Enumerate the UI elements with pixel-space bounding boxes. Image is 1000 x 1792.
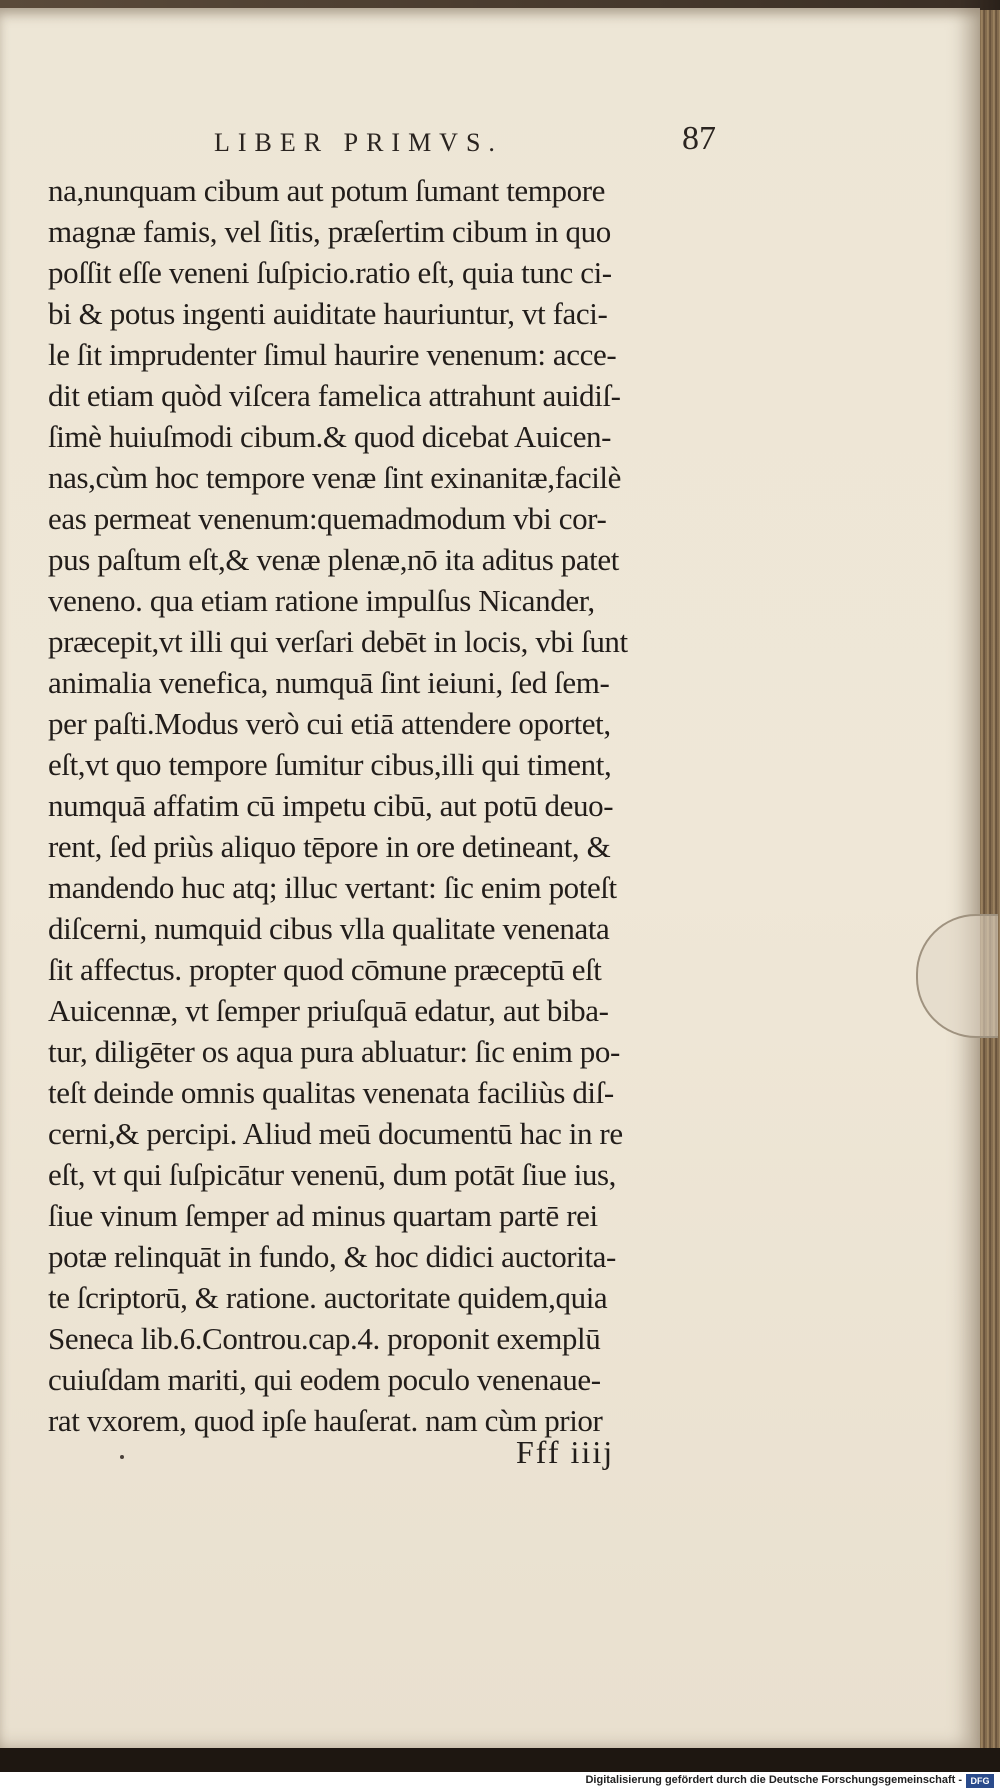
text-line: teſt deinde omnis qualitas venenata faciliùs diſ- bbox=[48, 1075, 614, 1110]
text-line: ſiue vinum ſemper ad minus quartam partē rei bbox=[48, 1198, 598, 1233]
text-line: magnæ famis, vel ſitis, præſertim cibum in quo bbox=[48, 214, 611, 249]
dfg-logo-icon: DFG bbox=[966, 1774, 994, 1788]
page-curl bbox=[916, 914, 998, 1038]
text-line: cerni,& percipi. Aliud meū documentū hac in re bbox=[48, 1116, 623, 1151]
page-number: 87 bbox=[682, 120, 716, 157]
text-line: numquā affatim cū impetu cibū, aut potū deuo- bbox=[48, 788, 614, 823]
text-line: rat vxorem, quod ipſe hauſerat. nam cùm prior bbox=[48, 1403, 603, 1438]
text-line: tur, diligēter os aqua pura abluatur: ſic enim po- bbox=[48, 1034, 620, 1069]
text-line: veneno. qua etiam ratione impulſus Nicander, bbox=[48, 583, 595, 618]
text-line: diſcerni, numquid cibus vlla qualitate venenata bbox=[48, 911, 610, 946]
text-line: dit etiam quòd viſcera famelica attrahunt auidiſ- bbox=[48, 378, 621, 413]
book-page bbox=[0, 8, 980, 1748]
text-line: ſimè huiuſmodi cibum.& quod dicebat Auicen- bbox=[48, 419, 612, 454]
text-line: per paſti.Modus verò cui etiā attendere oportet, bbox=[48, 706, 611, 741]
text-line: eſt,vt quo tempore ſumitur cibus,illi qui timent, bbox=[48, 747, 612, 782]
text-line: eſt, vt qui ſuſpicātur venenū, dum potāt ſiue ius, bbox=[48, 1157, 617, 1192]
text-line: mandendo huc atq; illuc vertant: ſic enim poteſt bbox=[48, 870, 617, 905]
scan-bottom-band bbox=[0, 1748, 1000, 1772]
running-head: LIBER PRIMVS. bbox=[214, 128, 503, 157]
text-line: bi & potus ingenti auiditate hauriuntur, vt faci- bbox=[48, 296, 608, 331]
text-line: rent, ſed priùs aliquo tēpore in ore detineant, & bbox=[48, 829, 611, 864]
text-line: Auicennæ, vt ſemper priuſquā edatur, aut biba- bbox=[48, 993, 609, 1028]
text-line: eas permeat venenum:quemadmodum vbi cor- bbox=[48, 501, 607, 536]
text-line: ſit affectus. propter quod cōmune præceptū eſt bbox=[48, 952, 602, 987]
text-line: le ſit imprudenter ſimul haurire venenum: acce- bbox=[48, 337, 617, 372]
text-line: na,nunquam cibum aut potum ſumant tempore bbox=[48, 173, 605, 208]
signature-mark: Fff iiij bbox=[516, 1434, 615, 1470]
text-line: poſſit eſſe veneni ſuſpicio.ratio eſt, quia tunc ci- bbox=[48, 255, 612, 290]
text-line: cuiuſdam mariti, qui eodem poculo venenaue- bbox=[48, 1362, 601, 1397]
text-line: te ſcriptorū, & ratione. auctoritate quidem,quia bbox=[48, 1280, 608, 1315]
credit-bar bbox=[0, 1772, 1000, 1792]
margin-dot bbox=[120, 1455, 124, 1459]
text-line: pus paſtum eſt,& venæ plenæ,nō ita aditus patet bbox=[48, 542, 619, 577]
text-line: potæ relinquāt in fundo, & hoc didici auctorita- bbox=[48, 1239, 616, 1274]
text-line: animalia venefica, numquā ſint ieiuni, ſed ſem- bbox=[48, 665, 610, 700]
body-text bbox=[48, 170, 738, 1441]
text-line: nas,cùm hoc tempore venæ ſint exinanitæ,facilè bbox=[48, 460, 622, 495]
text-line: Seneca lib.6.Controu.cap.4. proponit exemplū bbox=[48, 1321, 601, 1356]
page-header bbox=[196, 120, 736, 170]
text-line: præcepit,vt illi qui verſari debēt in locis, vbi ſunt bbox=[48, 624, 628, 659]
digitization-credit: Digitalisierung gefördert durch die Deutsche Forschungsgemeinschaft - bbox=[585, 1774, 962, 1786]
